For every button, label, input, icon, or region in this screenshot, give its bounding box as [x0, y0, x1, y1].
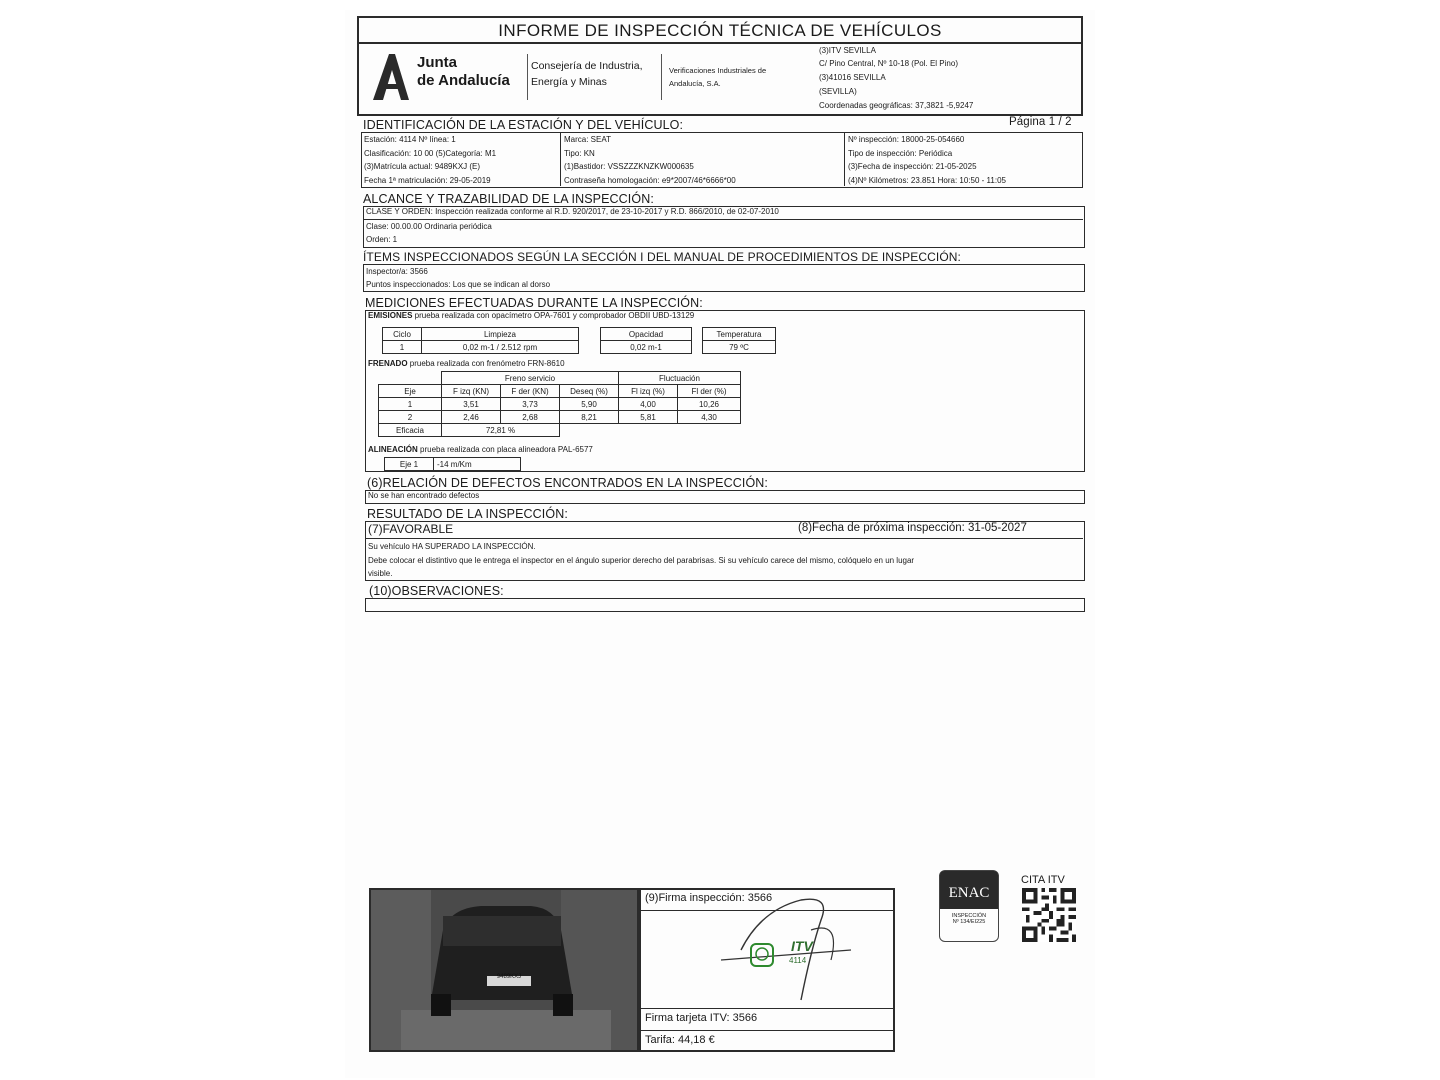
emisiones-label: EMISIONES	[368, 311, 413, 320]
scope-line2: Clase: 00.00.00 Ordinaria periódica	[366, 222, 492, 231]
frenado-header-flder: Fl der (%)	[678, 385, 741, 398]
frenado-header-fizq: F izq (KN)	[442, 385, 501, 398]
scope-box	[363, 206, 1085, 248]
alineacion-table	[384, 457, 521, 471]
enac-header	[940, 871, 998, 909]
scope-heading: ALCANCE Y TRAZABILIDAD DE LA INSPECCIÓN:	[363, 192, 654, 206]
result-line1: Su vehículo HA SUPERADO LA INSPECCIÓN.	[368, 542, 536, 551]
consejeria-line1: Consejería de Industria,	[531, 60, 643, 72]
frenado-blank	[560, 424, 741, 437]
emisiones-line	[368, 309, 694, 323]
result-status: (7)FAVORABLE	[368, 522, 454, 536]
result-divider	[366, 538, 1083, 539]
id-inspection-date: (3)Fecha de inspección: 21-05-2025	[848, 162, 977, 171]
frenado-eficacia-row	[379, 424, 741, 437]
id-col1	[364, 133, 496, 187]
id-divider-2	[844, 133, 845, 186]
enac-badge	[939, 870, 999, 942]
cita-itv-label: CITA ITV	[1021, 874, 1065, 886]
frenado-cell: 1	[379, 398, 442, 411]
itv-name: (3)ITV SEVILLA	[819, 46, 876, 55]
emisiones-header-ciclo: Ciclo	[383, 328, 422, 341]
result-heading: RESULTADO DE LA INSPECCIÓN:	[367, 507, 568, 521]
tarifa: Tarifa: 44,18 €	[645, 1034, 715, 1046]
id-classification: Clasificación: 10 00 (5)Categoría: M1	[364, 148, 497, 158]
frenado-eficacia-label: Eficacia	[379, 424, 442, 437]
firma-tarjeta: Firma tarjeta ITV: 3566	[645, 1012, 758, 1024]
scope-line3: Orden: 1	[366, 235, 398, 244]
id-col2	[564, 133, 736, 187]
signature-box	[639, 888, 895, 1052]
vehicle-photo	[369, 888, 639, 1052]
id-plate: (3)Matrícula actual: 9489KXJ (E)	[364, 162, 481, 171]
alineacion-text: prueba realizada con placa alineadora PAL-6577	[417, 445, 593, 454]
frenado-cell: 2,68	[501, 411, 560, 424]
frenado-row-1	[379, 398, 741, 411]
items-heading: ÍTEMS INSPECCIONADOS SEGÚN LA SECCIÓN I DEL MANUAL DE PROCEDIMIENTOS DE INSPECCIÓN:	[363, 250, 961, 264]
emisiones-header-limpieza: Limpieza	[422, 328, 579, 341]
enac-text: ENAC	[948, 885, 990, 901]
scope-line1: CLASE Y ORDEN: Inspección realizada conforme al R.D. 920/2017, de 23-10-2017 y R.D. 866/2010, de 02-07-2010	[366, 207, 779, 216]
frenado-cell: 5,81	[619, 411, 678, 424]
emisiones-opacity-table	[600, 327, 692, 354]
page-number: Página 1 / 2	[1009, 116, 1072, 128]
frenado-cell: 8,21	[560, 411, 619, 424]
emisiones-value-temperatura: 79 ºC	[703, 341, 776, 354]
frenado-cell: 3,73	[501, 398, 560, 411]
stamp-code: 4114	[789, 956, 807, 965]
sig-divider-2	[641, 1008, 893, 1009]
logo-line1: Junta	[417, 54, 458, 71]
frenado-cell: 3,51	[442, 398, 501, 411]
id-vin: (1)Bastidor: VSSZZZKNZKW000635	[564, 162, 694, 171]
frenado-table	[378, 371, 741, 437]
frenado-label: FRENADO	[368, 359, 408, 368]
id-col3	[848, 133, 1006, 187]
result-box	[365, 521, 1085, 581]
report-title: INFORME DE INSPECCIÓN TÉCNICA DE VEHÍCULOS	[357, 16, 1083, 44]
frenado-cell: 4,30	[678, 411, 741, 424]
alineacion-line	[368, 443, 593, 457]
report-page	[345, 10, 1095, 1078]
frenado-cell: 2,46	[442, 411, 501, 424]
measurements-box	[365, 310, 1085, 472]
firma-inspeccion: (9)Firma inspección: 3566	[645, 892, 773, 904]
items-points: Puntos inspeccionados: Los que se indican al dorso	[366, 280, 551, 289]
verificaciones-line1: Verificaciones Industriales de	[669, 66, 767, 75]
qr-code-icon[interactable]	[1021, 888, 1077, 942]
alineacion-value: -14 m/Km	[434, 458, 521, 471]
itv-address: C/ Pino Central, Nº 10-18 (Pol. El Pino)	[819, 59, 958, 68]
vehicle-photo-icon	[371, 890, 637, 1050]
frenado-line	[368, 357, 565, 371]
frenado-empty-cell	[379, 372, 442, 385]
emisiones-value-ciclo: 1	[383, 341, 422, 354]
frenado-text: prueba realizada con frenómetro FRN-8610	[407, 359, 565, 368]
id-homologation: Contraseña homologación: e9*2007/46*6666*00	[564, 175, 736, 185]
alineacion-label: ALINEACIÓN	[368, 445, 418, 454]
consejeria-line2: Energía y Minas	[531, 76, 607, 88]
defects-heading: (6)RELACIÓN DE DEFECTOS ENCONTRADOS EN LA INSPECCIÓN:	[367, 476, 768, 490]
frenado-cell: 4,00	[619, 398, 678, 411]
items-box	[363, 264, 1085, 292]
measurements-heading: MEDICIONES EFECTUADAS DURANTE LA INSPECCIÓN:	[365, 296, 703, 310]
logo-line2: de Andalucía	[417, 72, 510, 89]
observations-box	[365, 598, 1085, 612]
vehicle-plate: 9489KXJ	[496, 974, 522, 980]
frenado-header-fder: F der (KN)	[501, 385, 560, 398]
frenado-group-fluctuacion: Fluctuación	[619, 372, 741, 385]
identification-box	[361, 132, 1083, 188]
header-divider-2	[661, 54, 662, 100]
emisiones-temperature-table	[702, 327, 776, 354]
enac-sub2: Nº 134/EI225	[952, 919, 986, 925]
stamp-itv: ITV	[791, 938, 813, 954]
header-divider	[527, 54, 528, 100]
defects-text: No se han encontrado defectos	[368, 491, 480, 500]
next-inspection-date: (8)Fecha de próxima inspección: 31-05-2027	[798, 522, 1027, 534]
id-brand: Marca: SEAT	[564, 135, 611, 144]
observations-heading: (10)OBSERVACIONES:	[369, 584, 504, 598]
junta-logo-icon	[371, 52, 411, 102]
alineacion-eje: Eje 1	[385, 458, 434, 471]
enac-sub1: INSPECCIÓN	[951, 913, 987, 919]
emisiones-header-temperatura: Temperatura	[703, 328, 776, 341]
header-box	[357, 44, 1083, 116]
frenado-cell: 5,90	[560, 398, 619, 411]
id-first-registration: Fecha 1ª matriculación: 29-05-2019	[364, 175, 491, 185]
id-station: Estación: 4114 Nº línea: 1	[364, 135, 456, 144]
frenado-eficacia-value: 72,81 %	[442, 424, 560, 437]
frenado-header-deseq: Deseq (%)	[560, 385, 619, 398]
items-inspector: Inspector/a: 3566	[366, 267, 428, 276]
result-line3: visible.	[368, 569, 393, 578]
result-line2: Debe colocar el distintivo que le entrega el inspector en el ángulo superior derecho del parabrisas. Si su vehículo carece del mismo, colóquelo en un lugar	[368, 556, 915, 565]
id-kilometers: (4)Nº Kilómetros: 23.851 Hora: 10:50 - 11:05	[848, 175, 1006, 185]
sig-divider-3	[641, 1030, 893, 1031]
frenado-group-servicio: Freno servicio	[442, 372, 619, 385]
id-divider-1	[560, 133, 561, 186]
emisiones-value-opacidad: 0,02 m-1	[601, 341, 692, 354]
frenado-row-2	[379, 411, 741, 424]
frenado-header-flizq: Fl izq (%)	[619, 385, 678, 398]
frenado-cell: 10,26	[678, 398, 741, 411]
id-inspection-number: Nº inspección: 18000-25-054660	[848, 135, 965, 144]
itv-coords: Coordenadas geográficas: 37,3821 -5,9247	[819, 101, 974, 110]
id-type: Tipo: KN	[564, 148, 595, 158]
emisiones-text: prueba realizada con opacímetro OPA-7601 y comprobador OBDII UBD-13129	[412, 311, 695, 320]
frenado-header-eje: Eje	[379, 385, 442, 398]
itv-city: (3)41016 SEVILLA	[819, 73, 886, 82]
id-inspection-type: Tipo de inspección: Periódica	[848, 148, 953, 158]
emisiones-cycle-table	[382, 327, 579, 354]
emisiones-header-opacidad: Opacidad	[601, 328, 692, 341]
frenado-cell: 2	[379, 411, 442, 424]
identification-heading: IDENTIFICACIÓN DE LA ESTACIÓN Y DEL VEHÍCULO:	[363, 118, 684, 132]
verificaciones-line2: Andalucía, S.A.	[669, 79, 721, 88]
itv-province: (SEVILLA)	[819, 87, 857, 96]
emisiones-value-limpieza: 0,02 m-1 / 2.512 rpm	[422, 341, 579, 354]
defects-box	[365, 490, 1085, 504]
